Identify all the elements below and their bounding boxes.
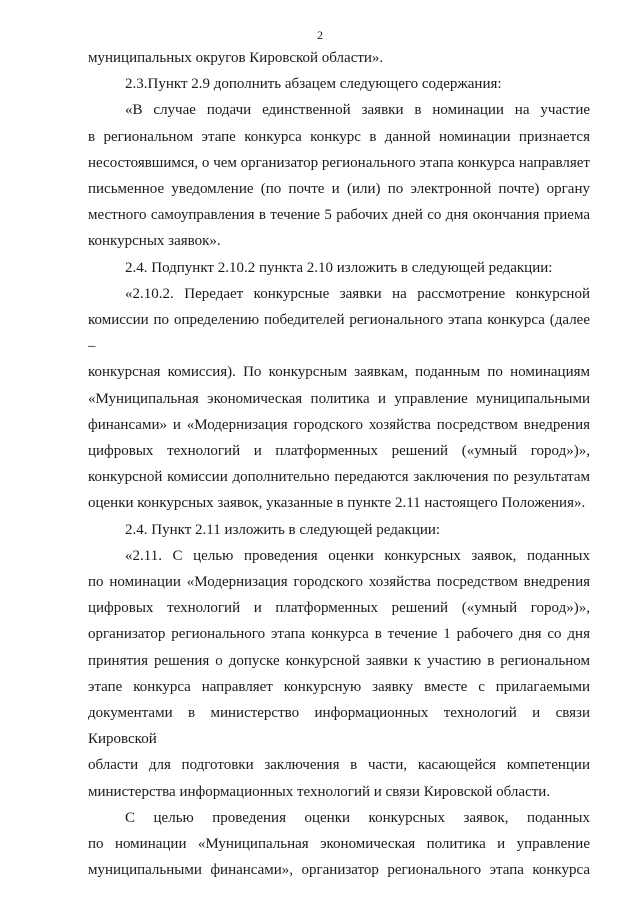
text-line: цифровых технологий и платформенных решений («умный город»)», xyxy=(88,600,590,617)
document-body xyxy=(88,45,590,884)
text-line: несостоявшимся, о чем организатор регионального этапа конкурса направляет xyxy=(88,154,590,171)
text-line: финансами» и «Модернизация городского хозяйства посредством внедрения xyxy=(88,416,590,433)
text-line: цифровых технологий и платформенных решений («умный город»)», xyxy=(88,443,590,460)
text-line: конкурсных заявок». xyxy=(88,233,221,250)
text-line: 2.4. Пункт 2.11 изложить в следующей редакции: xyxy=(125,521,441,538)
text-line: «2.10.2. Передает конкурсные заявки на рассмотрение конкурсной xyxy=(125,285,590,302)
text-line: оценки конкурсных заявок, указанные в пункте 2.11 настоящего Положения». xyxy=(88,495,586,512)
text-line: по номинации «Муниципальная экономическая политика и управление xyxy=(88,836,590,853)
text-line: по номинации «Модернизация городского хозяйства посредством внедрения xyxy=(88,574,590,591)
text-line: комиссии по определению победителей регионального этапа конкурса (далее – xyxy=(88,312,590,355)
text-line: муниципальных округов Кировской области». xyxy=(88,50,384,66)
text-line: письменное уведомление (по почте и (или) по электронной почте) органу xyxy=(88,181,590,198)
text-line: принятия решения о допуске конкурсной заявки к участию в региональном xyxy=(88,652,590,669)
text-line: муниципальными финансами», организатор регионального этапа конкурса xyxy=(88,862,590,879)
text-line: документами в министерство информационных технологий и связи Кировской xyxy=(88,705,590,748)
text-line: конкурсной комиссии дополнительно передаются заключения по результатам xyxy=(88,469,590,486)
text-line: «В случае подачи единственной заявки в номинации на участие xyxy=(125,102,590,119)
text-line: этапе конкурса направляет конкурсную заявку вместе с прилагаемыми xyxy=(88,678,590,695)
text-line: 2.3.Пункт 2.9 дополнить абзацем следующего содержания: xyxy=(125,76,502,93)
text-line: конкурсная комиссия). По конкурсным заявкам, поданным по номинациям xyxy=(88,364,590,381)
text-line: «2.11. С целью проведения оценки конкурсных заявок, поданных xyxy=(125,547,590,564)
text-line: местного самоуправления в течение 5 рабочих дней со дня окончания приема xyxy=(88,207,590,224)
text-line: министерства информационных технологий и связи Кировской области. xyxy=(88,783,551,800)
text-line: в региональном этапе конкурса конкурс в данной номинации признается xyxy=(88,128,590,145)
page-number: 2 xyxy=(317,28,323,42)
text-line: С целью проведения оценки конкурсных заявок, поданных xyxy=(125,809,590,826)
text-line: области для подготовки заключения в части, касающейся компетенции xyxy=(88,757,590,774)
text-line: 2.4. Подпункт 2.10.2 пункта 2.10 изложить в следующей редакции: xyxy=(125,259,553,276)
text-line: «Муниципальная экономическая политика и управление муниципальными xyxy=(88,390,590,407)
text-line: организатор регионального этапа конкурса в течение 1 рабочего дня со дня xyxy=(88,626,590,643)
